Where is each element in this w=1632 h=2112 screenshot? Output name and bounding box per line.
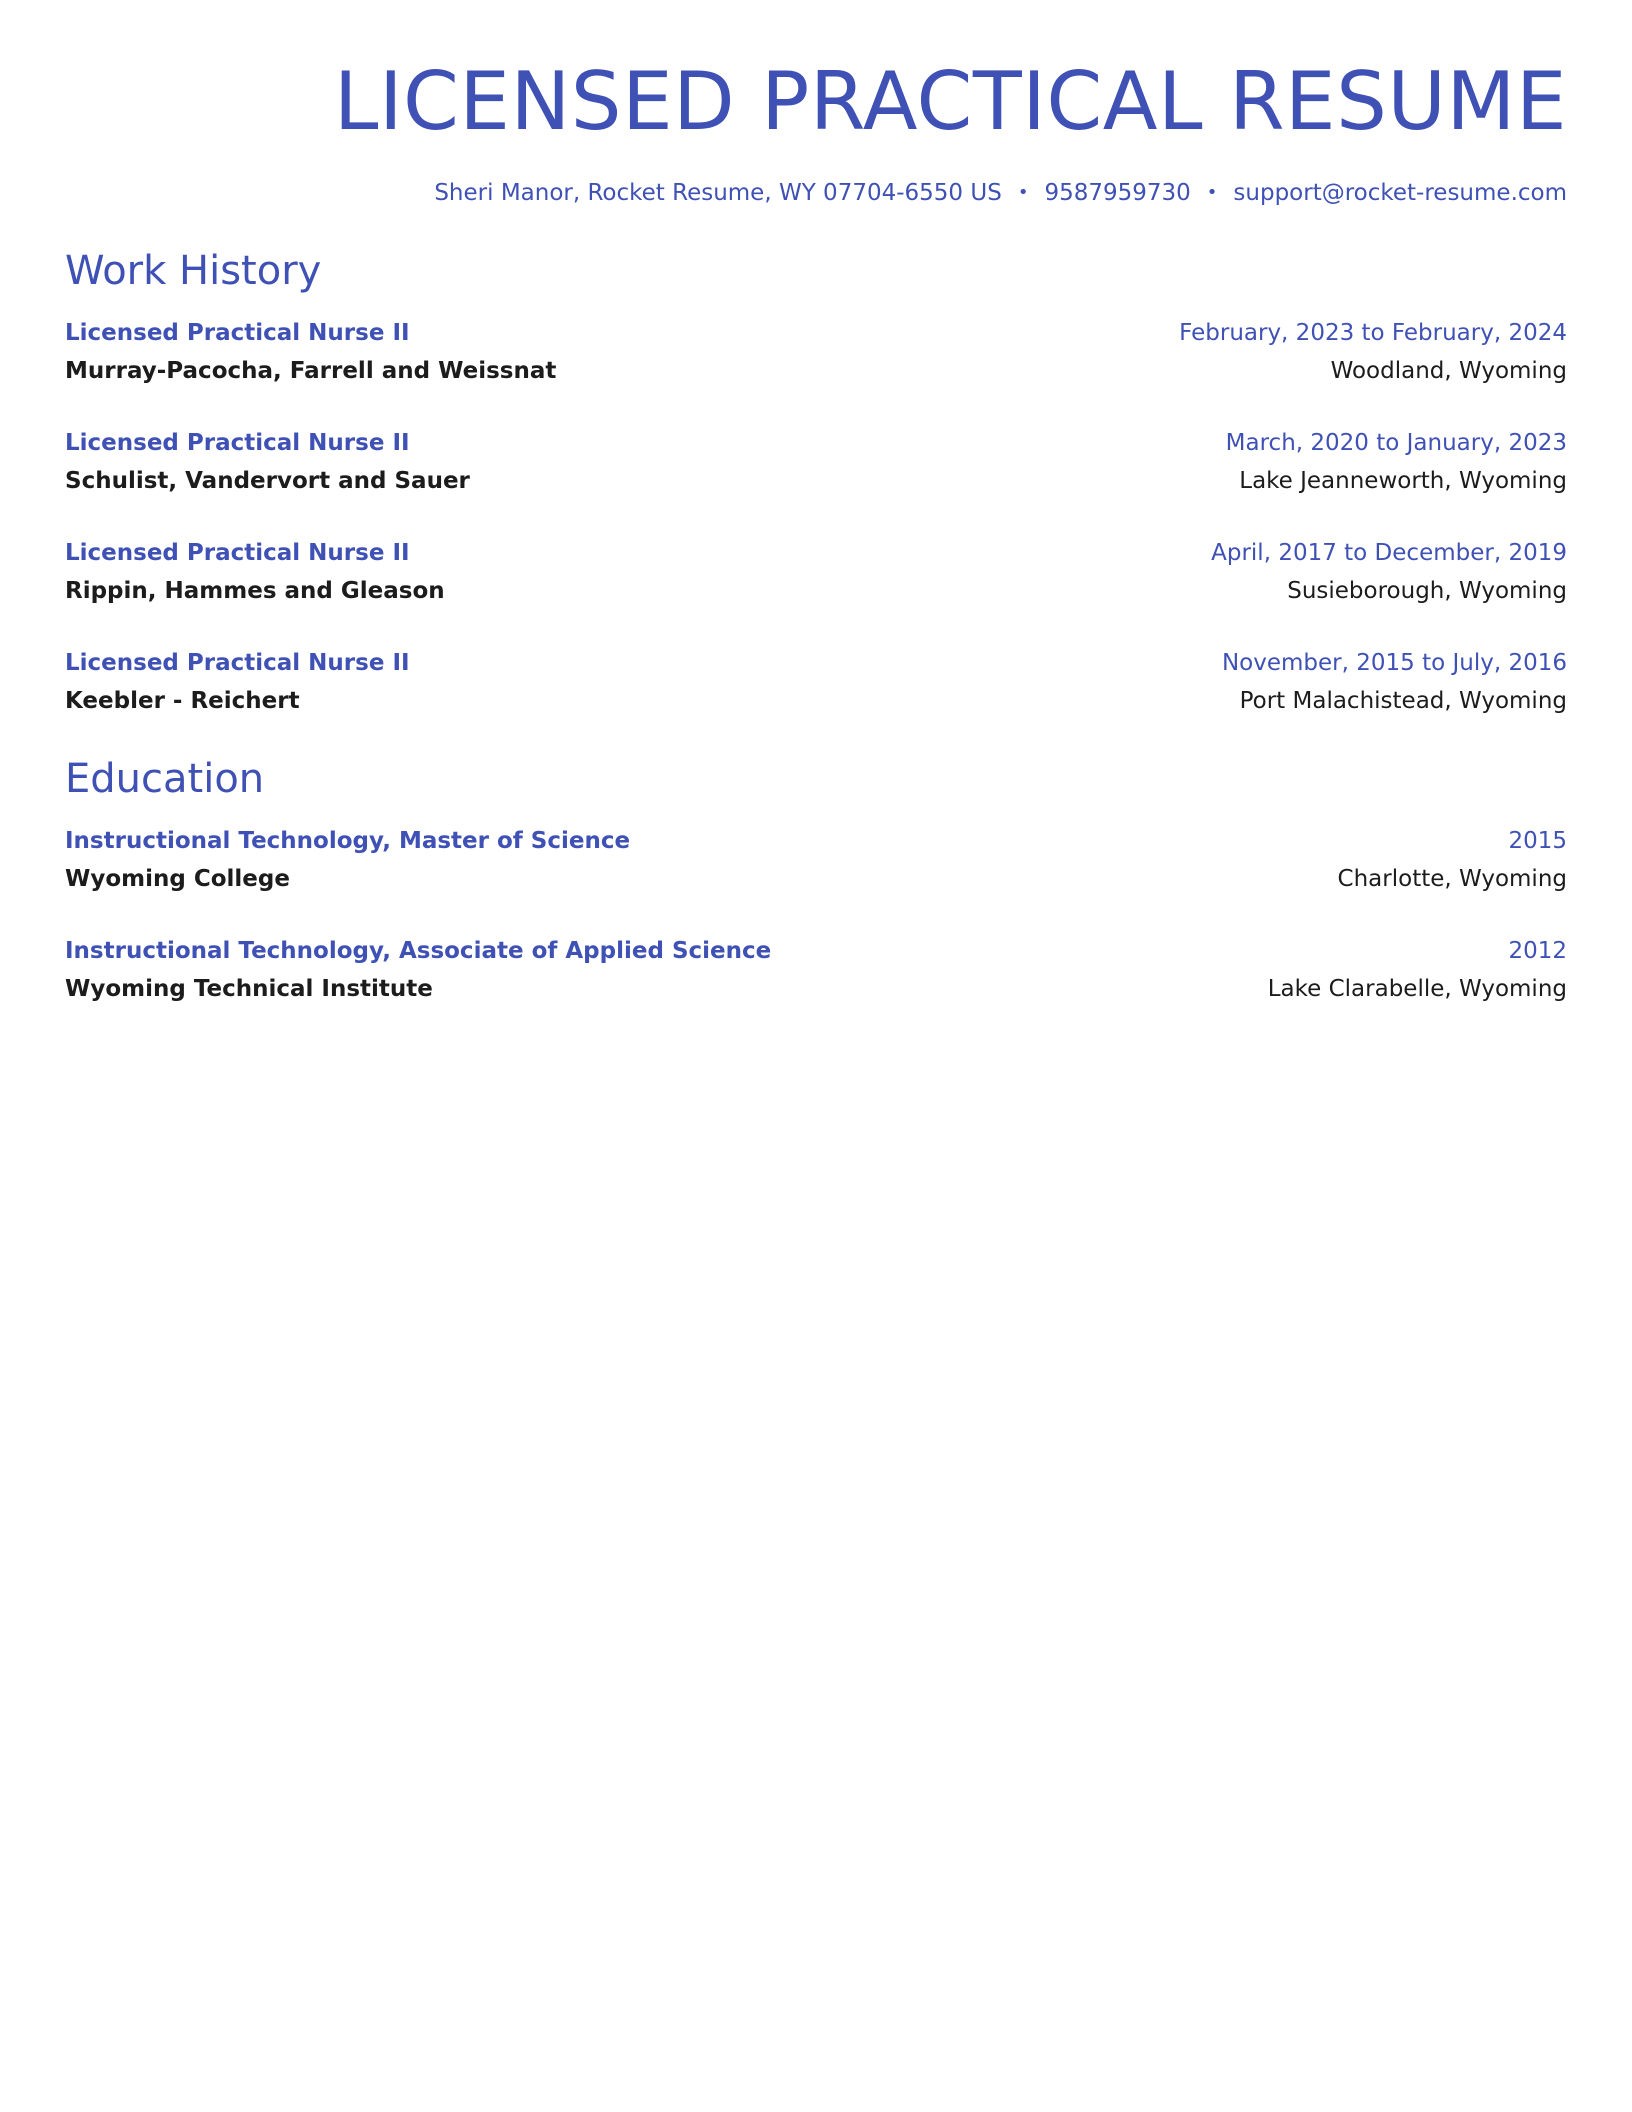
- contact-address: Sheri Manor, Rocket Resume, WY 07704-6550 US: [434, 180, 1002, 206]
- job-title: Licensed Practical Nurse II: [65, 650, 410, 676]
- education-heading: Education: [65, 756, 265, 802]
- contact-phone: 9587959730: [1044, 180, 1191, 206]
- job-location: Port Malachistead, Wyoming: [1239, 688, 1567, 714]
- resume-title: LICENSED PRACTICAL RESUME: [333, 55, 1567, 148]
- education-entry: [65, 822, 1567, 898]
- job-location: Woodland, Wyoming: [1330, 358, 1567, 384]
- job-location: Susieborough, Wyoming: [1287, 578, 1567, 604]
- work-entry-top-row: [65, 424, 1567, 462]
- work-entry-bottom-row: [65, 462, 1567, 500]
- contact-email[interactable]: support@rocket-resume.com: [1233, 180, 1567, 206]
- school-location: Lake Clarabelle, Wyoming: [1267, 976, 1567, 1002]
- work-entry: [65, 314, 1567, 390]
- school-location: Charlotte, Wyoming: [1337, 866, 1567, 892]
- job-title: Licensed Practical Nurse II: [65, 540, 410, 566]
- education-entry-top-row: [65, 932, 1567, 970]
- degree-title: Instructional Technology, Master of Science: [65, 828, 631, 854]
- contact-separator: •: [1206, 182, 1218, 203]
- job-title: Licensed Practical Nurse II: [65, 430, 410, 456]
- work-entry: [65, 534, 1567, 610]
- job-title: Licensed Practical Nurse II: [65, 320, 410, 346]
- education-entry-bottom-row: [65, 970, 1567, 1008]
- school-name: Wyoming College: [65, 866, 290, 892]
- job-dates: March, 2020 to January, 2023: [1225, 430, 1567, 456]
- work-entry-top-row: [65, 534, 1567, 572]
- graduation-year: 2012: [1508, 938, 1567, 964]
- work-entry-top-row: [65, 314, 1567, 352]
- education-entry-bottom-row: [65, 860, 1567, 898]
- work-entry: [65, 644, 1567, 720]
- work-entry-bottom-row: [65, 682, 1567, 720]
- work-entry-top-row: [65, 644, 1567, 682]
- job-dates: November, 2015 to July, 2016: [1221, 650, 1567, 676]
- employer-name: Schulist, Vandervort and Sauer: [65, 468, 470, 494]
- job-dates: February, 2023 to February, 2024: [1179, 320, 1567, 346]
- employer-name: Keebler - Reichert: [65, 688, 300, 714]
- work-entry: [65, 424, 1567, 500]
- education-list: [65, 822, 1567, 1008]
- employer-name: Murray-Pacocha, Farrell and Weissnat: [65, 358, 557, 384]
- contact-line: [65, 178, 1567, 208]
- education-entry: [65, 932, 1567, 1008]
- work-history-list: [65, 314, 1567, 720]
- resume-header: [65, 52, 1567, 208]
- work-entry-bottom-row: [65, 352, 1567, 390]
- education-entry-top-row: [65, 822, 1567, 860]
- job-location: Lake Jeanneworth, Wyoming: [1239, 468, 1567, 494]
- work-entry-bottom-row: [65, 572, 1567, 610]
- job-dates: April, 2017 to December, 2019: [1211, 540, 1567, 566]
- school-name: Wyoming Technical Institute: [65, 976, 433, 1002]
- contact-separator: •: [1017, 182, 1029, 203]
- degree-title: Instructional Technology, Associate of Applied Science: [65, 938, 772, 964]
- employer-name: Rippin, Hammes and Gleason: [65, 578, 445, 604]
- work-history-heading: Work History: [65, 248, 322, 294]
- graduation-year: 2015: [1508, 828, 1567, 854]
